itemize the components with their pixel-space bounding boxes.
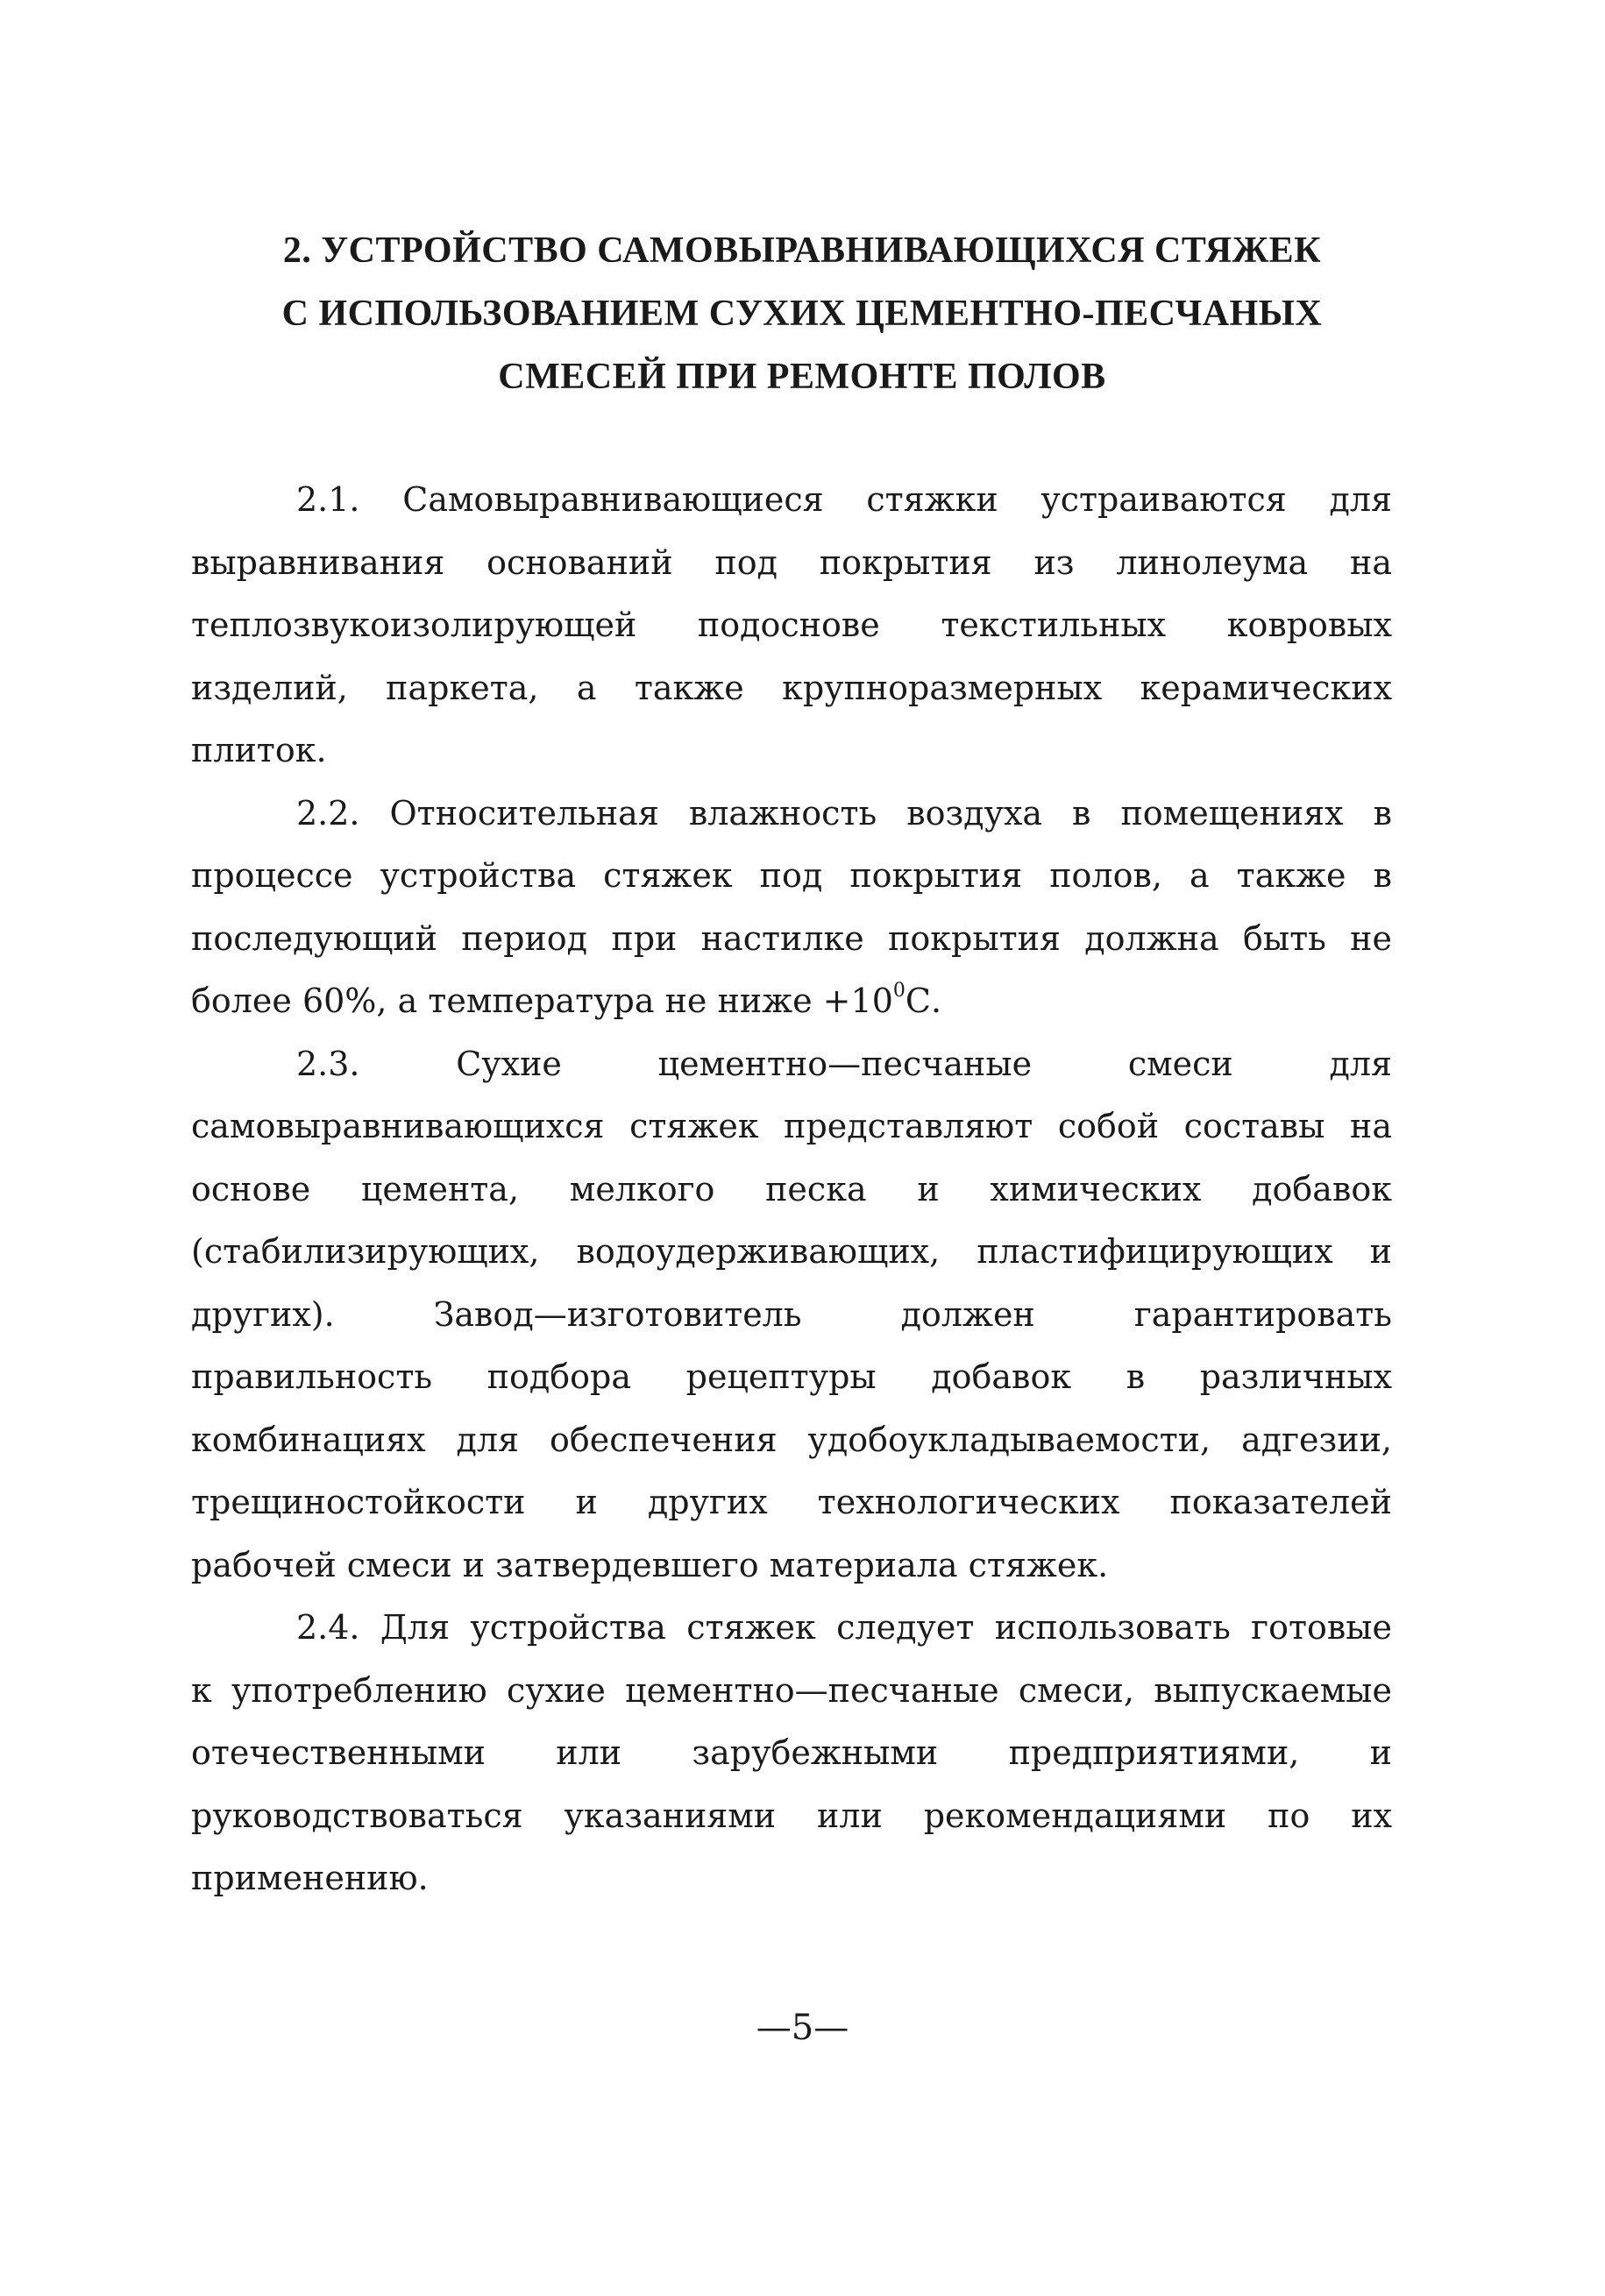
text-line: 2.4. Для устройства стяжек следует использовать готовые [296,1608,1392,1647]
temperature-unit: С. [905,981,942,1020]
degree-superscript: 0 [892,980,905,1002]
temperature-text: более 60%, а температура не ниже +10 [191,981,893,1020]
text-line: (стабилизирующих, водоудерживающих, пластифицирующих и [191,1232,1392,1271]
text-line: других). Завод—изготовитель должен гарантировать [191,1294,1392,1334]
text-line: комбинациях для обеспечения удобоукладываемости, адгезии, [191,1420,1392,1459]
document-body [191,469,1392,1910]
text-line: 2.1. Самовыравнивающиеся стяжки устраиваются для [296,480,1392,519]
paragraph-2-3 [191,1033,1392,1598]
text-line: теплозвукоизолирующей подоснове текстильных ковровых [191,606,1392,644]
text-line: самовыравнивающихся стяжек представляют собой составы на [191,1107,1392,1145]
text-line-with-temperature [191,970,1392,1033]
text-line: к употреблению сухие цементно—песчаные смеси, выпускаемые [191,1670,1392,1710]
page-number: —5— [756,2008,849,2048]
text-line: основе цемента, мелкого песка и химических добавок [191,1169,1392,1208]
heading-line: 2. УСТРОЙСТВО САМОВЫРАВНИВАЮЩИХСЯ СТЯЖЕК [282,230,1322,271]
text-line: руководствоваться указаниями или рекомендациями по их [191,1796,1392,1835]
text-line: плиток. [191,731,327,769]
heading-line: С ИСПОЛЬЗОВАНИЕМ СУХИХ ЦЕМЕНТНО-ПЕСЧАНЫХ [281,294,1323,334]
paragraph-2-1 [191,469,1392,783]
text-line: трещиностойкости и других технологических показателей [191,1483,1392,1521]
text-line: отечественными или зарубежными предприятиями, и [191,1733,1392,1772]
section-heading [167,219,1438,408]
text-line: правильность подбора рецептуры добавок в различных [191,1357,1392,1396]
text-line: выравнивания оснований под покрытия из линолеума на [191,542,1392,582]
text-line: изделий, паркета, а также крупноразмерных керамических [191,668,1392,707]
text-line: 2.2. Относительная влажность воздуха в помещениях в [296,793,1392,833]
text-line: применению. [191,1859,429,1897]
paragraph-2-4 [191,1597,1392,1910]
text-line: процессе устройства стяжек под покрытия полов, а также в [191,856,1392,895]
text-line: последующий период при настилке покрытия должна быть не [191,918,1392,958]
text-line: 2.3. Сухие цементно—песчаные смеси для [296,1044,1392,1083]
paragraph-2-2 [191,783,1392,1033]
heading-line: СМЕСЕЙ ПРИ РЕМОНТЕ ПОЛОВ [498,357,1106,397]
text-line: рабочей смеси и затвердевшего материала стяжек. [191,1545,1109,1584]
